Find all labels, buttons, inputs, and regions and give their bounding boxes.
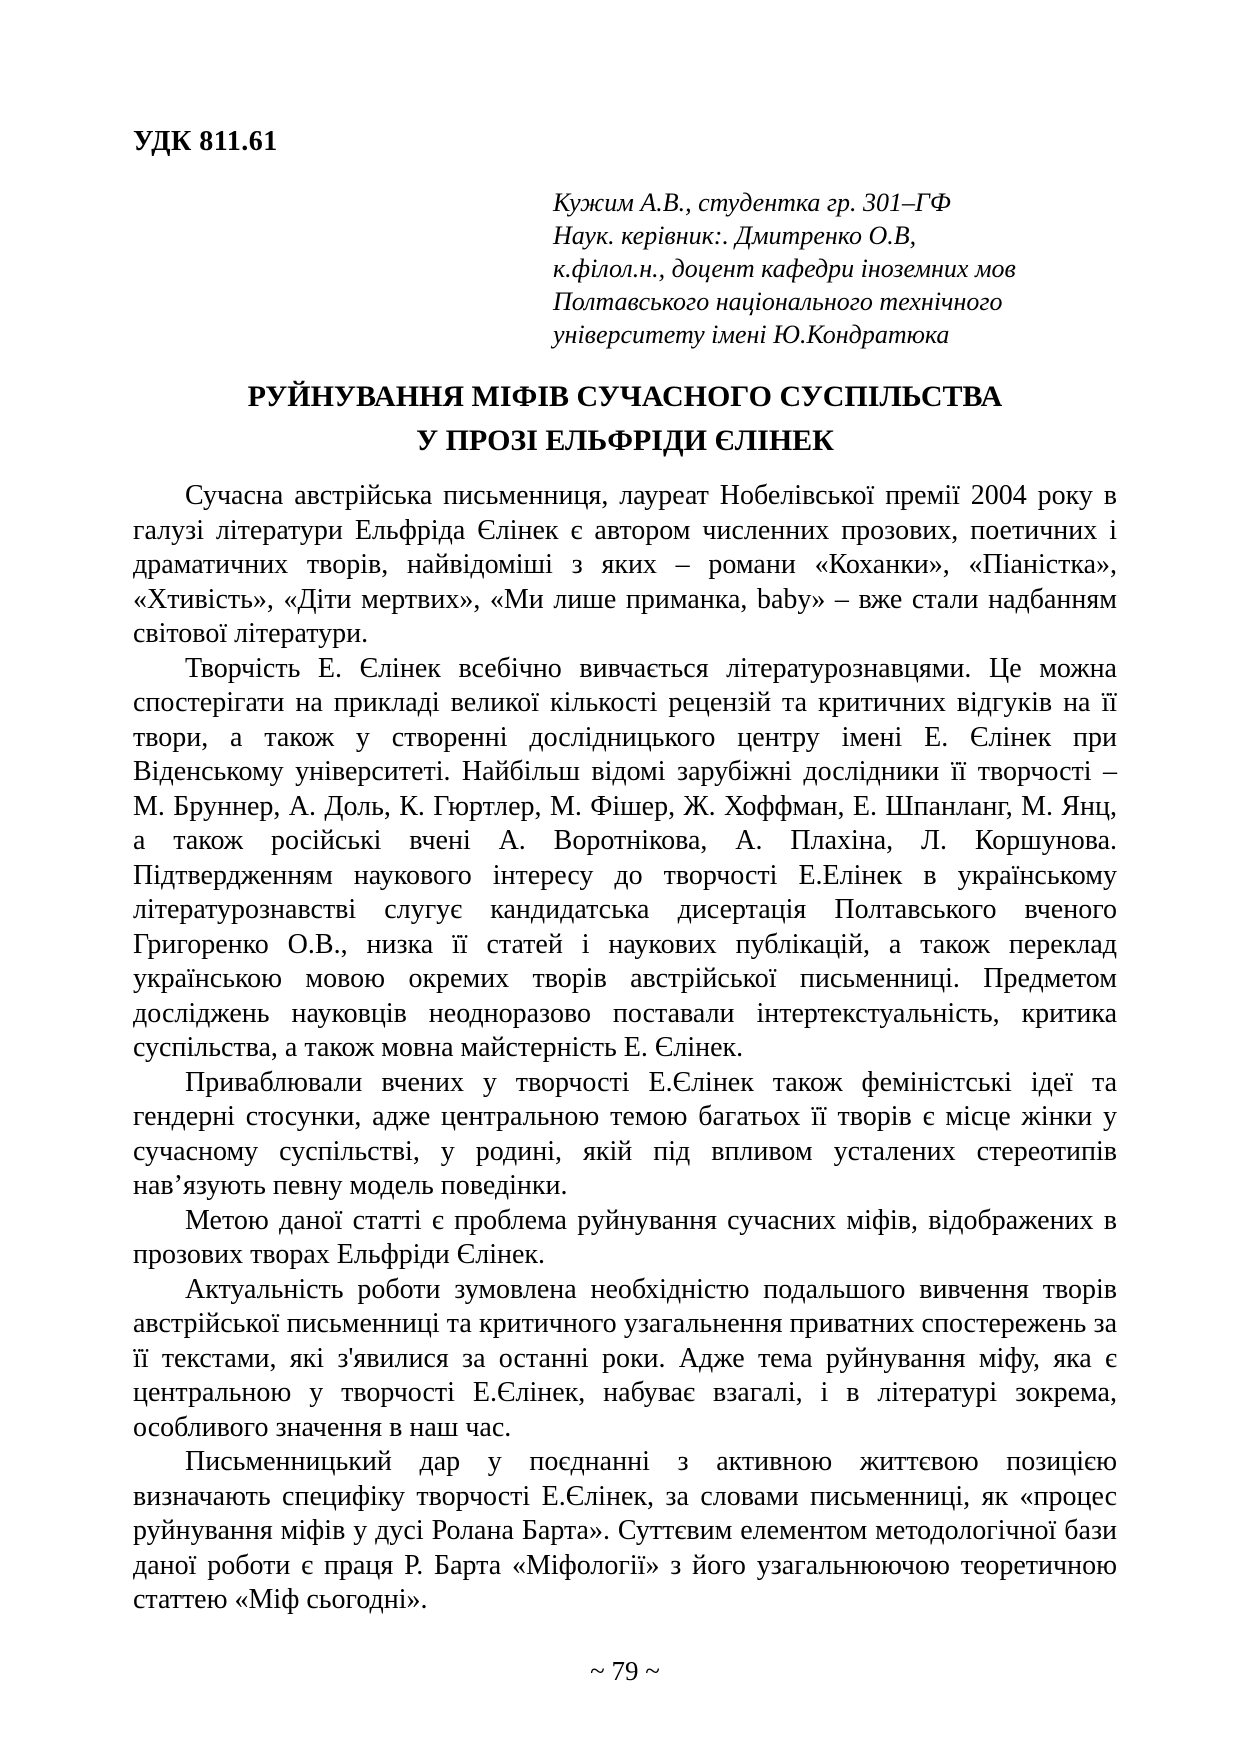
paragraph-relevance: Актуальність роботи зумовлена необхідністю подальшого вивчення творів австрійської письменниці та критичного узагальнення приватних спостережень за її текстами, які з'явилися за останні роки. Адже тема руйнування міфу, яка є центральною у творчості Е.Єлінек, набуває взагалі, і в літературі зокрема, особливого значення в наш час. bbox=[133, 1273, 1117, 1443]
author-line-name: Кужим А.В., студентка гр. 301–ГФ bbox=[553, 188, 951, 217]
paragraph-intro: Сучасна австрійська письменниця, лауреат Нобелівської премії 2004 року в галузі літератури Ельфріда Єлінек є автором численних прозових, поетичних і драматичних творів, найвідоміші з яких – романи «Коханки», «Піаністка», «Хтивість», «Діти мертвих», «Ми лише приманка, baby» – вже стали надбанням світової літератури. bbox=[133, 480, 1117, 649]
title-line-2: У ПРОЗІ ЕЛЬФРІДИ ЄЛІНЕК bbox=[416, 424, 834, 457]
udc-code: УДК 811.61 bbox=[133, 126, 278, 157]
article-body bbox=[133, 479, 1117, 1618]
paragraph-research-overview: Творчість Е. Єлінек всебічно вивчається літературознавцями. Це можна спостерігати на прикладі великої кількості рецензій та критичних відгуків на її твори, а також у створенні дослідницького центру імені Е. Єлінек при Віденському університеті. Найбільш відомі зарубіжні дослідники її творчості – М. Бруннер, А. Доль, К. Гюртлер, М. Фішер, Ж. Хоффман, Е. Шпанланг, М. Янц, а також російські вчені А. Воротнікова, А. Плахіна, Л. Коршунова. Підтвердженням наукового інтересу до творчості Е.Елінек в українському літературознавстві слугує кандидатська дисертація Полтавського вченого Григоренко О.В., низка її статей і наукових публікацій, а також переклад українською мовою окремих творів австрійської письменниці. Предметом досліджень науковців неодноразово поставали інтертекстуальність, критика суспільства, а також мовна майстерність Е. Єлінек. bbox=[133, 652, 1117, 1063]
paragraph-feminist-themes: Приваблювали вчених у творчості Е.Єлінек також феміністські ідеї та гендерні стосунки, адже центральною темою багатьох її творів є місце жінки у сучасному суспільстві, у родині, якій під впливом усталених стереотипів нав’язують певну модель поведінки. bbox=[133, 1066, 1117, 1201]
author-block bbox=[553, 186, 1117, 351]
author-line-university-1: Полтавського національного технічного bbox=[553, 287, 1003, 316]
author-line-advisor: Наук. керівник:. Дмитренко О.В, bbox=[553, 221, 917, 250]
author-line-university-2: університету імені Ю.Кондратюка bbox=[553, 320, 950, 349]
title-line-1: РУЙНУВАННЯ МІФІВ СУЧАСНОГО СУСПІЛЬСТВА bbox=[247, 380, 1003, 413]
article-title bbox=[133, 375, 1117, 463]
page-number: ~ 79 ~ bbox=[590, 1655, 660, 1686]
paragraph-method: Письменницький дар у поєднанні з активною життєвою позицією визначають специфіку творчості Е.Єлінек, за словами письменниці, як «процес руйнування міфів у дусі Ролана Барта». Суттєвим елементом методологічної бази даної роботи є праця Р. Барта «Міфології» з його узагальнюючою теоретичною статтею «Міф сьогодні». bbox=[133, 1446, 1117, 1615]
paragraph-goal: Метою даної статті є проблема руйнування сучасних міфів, відображених в прозових творах Ельфріди Єлінек. bbox=[133, 1204, 1117, 1270]
author-line-degree: к.філол.н., доцент кафедри іноземних мов bbox=[553, 254, 1016, 283]
